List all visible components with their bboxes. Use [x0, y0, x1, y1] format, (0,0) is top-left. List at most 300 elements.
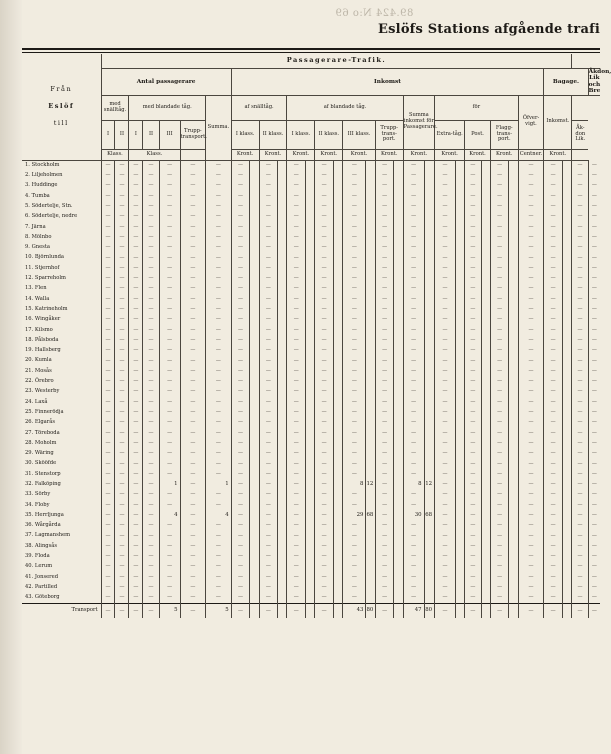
table-body	[22, 160, 600, 618]
empty-cell	[306, 541, 315, 551]
empty-cell: —	[544, 521, 563, 531]
empty-cell	[366, 521, 375, 531]
empty-cell	[278, 593, 287, 604]
empty-cell: —	[544, 439, 563, 449]
empty-cell	[394, 480, 403, 490]
empty-cell	[394, 562, 403, 572]
empty-cell	[509, 171, 518, 181]
empty-cell: —	[180, 366, 206, 376]
empty-cell: —	[315, 562, 334, 572]
empty-cell: —	[403, 305, 424, 315]
empty-cell: —	[259, 222, 278, 232]
empty-cell: —	[490, 531, 509, 541]
empty-cell: —	[518, 397, 544, 407]
empty-cell: —	[159, 305, 180, 315]
empty-cell: —	[259, 315, 278, 325]
empty-cell: —	[315, 212, 334, 222]
empty-cell: —	[343, 439, 366, 449]
empty-cell	[481, 202, 490, 212]
empty-cell	[306, 490, 315, 500]
empty-cell	[306, 336, 315, 346]
station-name: 20. Kumla	[25, 357, 52, 364]
empty-cell	[562, 243, 572, 253]
empty-cell: —	[287, 583, 306, 593]
empty-cell: —	[435, 469, 456, 479]
empty-cell	[481, 366, 490, 376]
empty-cell	[306, 397, 315, 407]
empty-cell	[455, 604, 464, 619]
empty-cell: —	[465, 397, 481, 407]
empty-cell: —	[465, 593, 481, 604]
empty-cell	[562, 336, 572, 346]
station-name: 6. Södertelje, nedre	[25, 213, 78, 220]
empty-cell: —	[231, 274, 250, 284]
empty-cell	[333, 531, 342, 541]
empty-cell	[562, 202, 572, 212]
empty-cell	[366, 171, 375, 181]
empty-cell	[366, 531, 375, 541]
empty-cell: —	[343, 274, 366, 284]
empty-cell: —	[544, 377, 563, 387]
empty-cell: —	[101, 418, 115, 428]
empty-cell	[250, 356, 259, 366]
empty-cell: —	[435, 428, 456, 438]
empty-cell	[394, 377, 403, 387]
empty-cell: —	[180, 336, 206, 346]
empty-cell: —	[143, 541, 159, 551]
empty-cell: —	[101, 191, 115, 201]
empty-cell: —	[588, 428, 600, 438]
empty-cell	[306, 171, 315, 181]
empty-cell	[509, 202, 518, 212]
empty-cell	[333, 253, 342, 263]
empty-cell: —	[375, 408, 394, 418]
empty-cell	[333, 572, 342, 582]
kront-1: Kront.	[231, 149, 259, 160]
empty-cell	[481, 521, 490, 531]
empty-cell: —	[435, 500, 456, 510]
empty-cell: —	[231, 490, 250, 500]
empty-cell: —	[231, 408, 250, 418]
empty-cell	[562, 541, 572, 551]
empty-cell	[455, 490, 464, 500]
empty-cell: —	[231, 562, 250, 572]
empty-cell	[306, 428, 315, 438]
empty-cell: —	[403, 418, 424, 428]
empty-cell: —	[259, 336, 278, 346]
empty-cell: —	[435, 480, 456, 490]
empty-cell	[481, 583, 490, 593]
empty-cell	[455, 202, 464, 212]
empty-cell: —	[231, 233, 250, 243]
empty-cell: —	[435, 366, 456, 376]
empty-cell	[333, 191, 342, 201]
empty-cell: —	[518, 562, 544, 572]
empty-cell	[481, 387, 490, 397]
empty-cell	[509, 325, 518, 335]
empty-cell: —	[490, 541, 509, 551]
empty-cell: —	[259, 356, 278, 366]
empty-cell: —	[518, 541, 544, 551]
empty-cell	[306, 243, 315, 253]
empty-cell: —	[287, 459, 306, 469]
akdon-header: Åkdon, Lik och Bre	[588, 69, 611, 95]
empty-cell: —	[544, 387, 563, 397]
empty-cell: —	[588, 222, 600, 232]
empty-cell: —	[129, 469, 143, 479]
empty-cell: —	[287, 387, 306, 397]
empty-cell: —	[143, 181, 159, 191]
station-row	[22, 593, 600, 604]
empty-cell: —	[403, 202, 424, 212]
empty-cell: —	[315, 511, 334, 521]
empty-cell	[278, 222, 287, 232]
empty-cell: —	[572, 366, 588, 376]
empty-cell: —	[231, 572, 250, 582]
empty-cell: —	[403, 243, 424, 253]
empty-cell	[424, 233, 434, 243]
empty-cell	[509, 336, 518, 346]
empty-cell	[366, 593, 375, 604]
empty-cell: —	[287, 449, 306, 459]
empty-cell: —	[465, 233, 481, 243]
station-row	[22, 315, 600, 325]
empty-cell: —	[315, 294, 334, 304]
empty-cell: —	[180, 428, 206, 438]
station-name: 19. Hallsberg	[25, 347, 61, 354]
empty-cell: —	[206, 212, 232, 222]
empty-cell: —	[403, 346, 424, 356]
empty-cell: —	[231, 531, 250, 541]
empty-cell	[394, 315, 403, 325]
station-row	[22, 469, 600, 479]
empty-cell: —	[180, 315, 206, 325]
empty-cell: —	[231, 171, 250, 181]
empty-cell	[562, 490, 572, 500]
empty-cell	[394, 387, 403, 397]
empty-cell	[424, 408, 434, 418]
ink-snall-i: I klass.	[231, 120, 259, 149]
empty-cell: —	[159, 212, 180, 222]
empty-cell: —	[490, 325, 509, 335]
empty-cell: —	[465, 377, 481, 387]
empty-cell	[562, 387, 572, 397]
empty-cell: —	[115, 500, 129, 510]
empty-cell	[278, 604, 287, 619]
empty-cell	[562, 480, 572, 490]
empty-cell: —	[490, 511, 509, 521]
empty-cell: —	[588, 171, 600, 181]
empty-cell: —	[544, 160, 563, 171]
empty-cell: —	[518, 294, 544, 304]
empty-cell: —	[129, 593, 143, 604]
summa-header: Summa.	[206, 95, 232, 160]
empty-cell	[455, 459, 464, 469]
empty-cell: —	[315, 263, 334, 273]
empty-cell: —	[115, 397, 129, 407]
empty-cell	[394, 233, 403, 243]
empty-cell: —	[343, 212, 366, 222]
empty-cell	[250, 552, 259, 562]
empty-cell: —	[101, 253, 115, 263]
empty-cell: —	[490, 552, 509, 562]
empty-cell	[509, 490, 518, 500]
empty-cell: —	[375, 521, 394, 531]
empty-cell: —	[315, 366, 334, 376]
empty-cell: —	[115, 490, 129, 500]
empty-cell: —	[315, 346, 334, 356]
station-row	[22, 397, 600, 407]
empty-cell	[424, 202, 434, 212]
empty-cell	[278, 459, 287, 469]
empty-cell	[366, 418, 375, 428]
empty-cell: —	[375, 171, 394, 181]
empty-cell	[562, 500, 572, 510]
empty-cell: —	[572, 521, 588, 531]
empty-cell: —	[588, 181, 600, 191]
station-name: 16. Wingåker	[25, 316, 61, 323]
station-row	[22, 202, 600, 212]
empty-cell: —	[101, 366, 115, 376]
empty-cell: —	[287, 377, 306, 387]
empty-cell: —	[206, 531, 232, 541]
empty-cell	[278, 160, 287, 171]
empty-cell	[306, 593, 315, 604]
empty-cell: —	[343, 572, 366, 582]
empty-cell: —	[490, 490, 509, 500]
empty-cell: —	[343, 315, 366, 325]
empty-cell	[366, 449, 375, 459]
empty-cell: —	[572, 418, 588, 428]
empty-cell	[366, 428, 375, 438]
empty-cell	[394, 253, 403, 263]
empty-cell: —	[259, 593, 278, 604]
empty-cell: —	[101, 500, 115, 510]
empty-cell	[455, 572, 464, 582]
empty-cell	[481, 469, 490, 479]
empty-cell: —	[259, 181, 278, 191]
empty-cell: —	[572, 346, 588, 356]
empty-cell: —	[465, 418, 481, 428]
top-rule-thin	[22, 52, 600, 53]
empty-cell: —	[115, 233, 129, 243]
empty-cell	[250, 253, 259, 263]
empty-cell: —	[259, 521, 278, 531]
empty-cell	[509, 408, 518, 418]
empty-cell: —	[435, 459, 456, 469]
empty-cell: —	[315, 274, 334, 284]
empty-cell	[509, 397, 518, 407]
empty-cell: —	[115, 253, 129, 263]
empty-cell: —	[375, 500, 394, 510]
empty-cell: —	[231, 583, 250, 593]
empty-cell: —	[143, 490, 159, 500]
empty-cell: —	[375, 336, 394, 346]
station-name: 25. Finnerödja	[25, 408, 64, 415]
empty-cell: —	[206, 366, 232, 376]
empty-cell: —	[101, 171, 115, 181]
empty-cell: —	[518, 459, 544, 469]
bland-class-iii: III	[159, 120, 180, 149]
af-blandade-header: af blandade tåg.	[287, 95, 403, 120]
empty-cell: —	[231, 449, 250, 459]
empty-cell: —	[115, 294, 129, 304]
empty-cell: —	[259, 469, 278, 479]
empty-cell: —	[180, 552, 206, 562]
empty-cell: —	[465, 212, 481, 222]
empty-cell	[333, 469, 342, 479]
ink-trupp: Trupp-trans-port.	[375, 120, 403, 149]
empty-cell	[562, 593, 572, 604]
empty-cell	[455, 346, 464, 356]
empty-cell: —	[231, 541, 250, 551]
empty-cell: —	[206, 284, 232, 294]
empty-cell	[250, 541, 259, 551]
empty-cell: —	[343, 583, 366, 593]
empty-cell	[333, 305, 342, 315]
empty-cell	[306, 294, 315, 304]
empty-cell: —	[101, 263, 115, 273]
empty-cell: —	[143, 500, 159, 510]
empty-cell: —	[403, 284, 424, 294]
empty-cell	[366, 181, 375, 191]
empty-cell: —	[375, 428, 394, 438]
cell-value: 29	[343, 511, 366, 521]
empty-cell: —	[143, 408, 159, 418]
empty-cell	[394, 521, 403, 531]
empty-cell: —	[490, 191, 509, 201]
empty-cell	[509, 541, 518, 551]
empty-cell: —	[143, 315, 159, 325]
empty-cell: —	[259, 449, 278, 459]
empty-cell: —	[287, 490, 306, 500]
empty-cell: —	[206, 552, 232, 562]
empty-cell: —	[572, 212, 588, 222]
empty-cell: —	[180, 294, 206, 304]
empty-cell: —	[159, 202, 180, 212]
empty-cell: —	[259, 243, 278, 253]
empty-cell	[250, 480, 259, 490]
empty-cell: —	[101, 490, 115, 500]
empty-cell	[278, 397, 287, 407]
empty-cell	[509, 604, 518, 619]
empty-cell: —	[287, 253, 306, 263]
empty-cell: —	[544, 263, 563, 273]
empty-cell: —	[403, 336, 424, 346]
station-name: 31. Stenstorp	[25, 470, 61, 477]
empty-cell: —	[544, 253, 563, 263]
empty-cell: —	[375, 160, 394, 171]
empty-cell	[562, 552, 572, 562]
empty-cell: —	[159, 274, 180, 284]
empty-cell: —	[343, 263, 366, 273]
cell-value: 68	[424, 511, 434, 521]
empty-cell	[509, 263, 518, 273]
empty-cell	[278, 191, 287, 201]
empty-cell: —	[101, 387, 115, 397]
empty-cell	[481, 171, 490, 181]
empty-cell: —	[115, 439, 129, 449]
empty-cell: —	[115, 212, 129, 222]
empty-cell: —	[287, 191, 306, 201]
empty-cell: —	[343, 181, 366, 191]
empty-cell: —	[375, 202, 394, 212]
empty-cell: —	[129, 160, 143, 171]
empty-cell: —	[375, 263, 394, 273]
station-name: 36. Wårgårda	[25, 522, 61, 529]
empty-cell	[333, 490, 342, 500]
empty-cell: —	[544, 531, 563, 541]
empty-cell: —	[180, 160, 206, 171]
empty-cell	[306, 325, 315, 335]
empty-cell	[509, 480, 518, 490]
empty-cell: —	[403, 593, 424, 604]
empty-cell: —	[129, 294, 143, 304]
empty-cell: —	[490, 418, 509, 428]
empty-cell: —	[101, 469, 115, 479]
empty-cell	[424, 387, 434, 397]
empty-cell	[250, 377, 259, 387]
empty-cell: —	[143, 449, 159, 459]
empty-cell: —	[287, 325, 306, 335]
empty-cell: —	[129, 366, 143, 376]
empty-cell	[394, 583, 403, 593]
empty-cell: —	[518, 521, 544, 531]
empty-cell: —	[101, 562, 115, 572]
empty-cell: —	[588, 243, 600, 253]
empty-cell	[455, 356, 464, 366]
empty-cell	[424, 212, 434, 222]
cell-value: 80	[366, 604, 375, 619]
empty-cell	[366, 243, 375, 253]
empty-cell	[333, 274, 342, 284]
empty-cell: —	[588, 305, 600, 315]
empty-cell	[250, 202, 259, 212]
empty-cell: —	[180, 377, 206, 387]
empty-cell: —	[343, 541, 366, 551]
empty-cell	[366, 377, 375, 387]
empty-cell	[278, 511, 287, 521]
empty-cell	[455, 336, 464, 346]
empty-cell	[278, 562, 287, 572]
empty-cell: —	[435, 562, 456, 572]
empty-cell	[366, 274, 375, 284]
empty-cell: —	[143, 233, 159, 243]
empty-cell: —	[572, 500, 588, 510]
empty-cell: —	[403, 541, 424, 551]
empty-cell: —	[465, 552, 481, 562]
empty-cell: —	[588, 366, 600, 376]
empty-cell: —	[129, 531, 143, 541]
empty-cell	[278, 243, 287, 253]
empty-cell: —	[129, 490, 143, 500]
empty-cell: —	[159, 181, 180, 191]
empty-cell: —	[231, 315, 250, 325]
empty-cell: —	[129, 418, 143, 428]
empty-cell: —	[435, 243, 456, 253]
empty-cell: —	[490, 233, 509, 243]
empty-cell: —	[206, 305, 232, 315]
empty-cell: —	[435, 449, 456, 459]
empty-cell: —	[588, 541, 600, 551]
empty-cell: —	[544, 469, 563, 479]
cell-value: 1	[206, 480, 232, 490]
empty-cell: —	[159, 315, 180, 325]
empty-cell	[394, 243, 403, 253]
empty-cell	[366, 222, 375, 232]
empty-cell: —	[206, 387, 232, 397]
empty-cell: —	[206, 377, 232, 387]
